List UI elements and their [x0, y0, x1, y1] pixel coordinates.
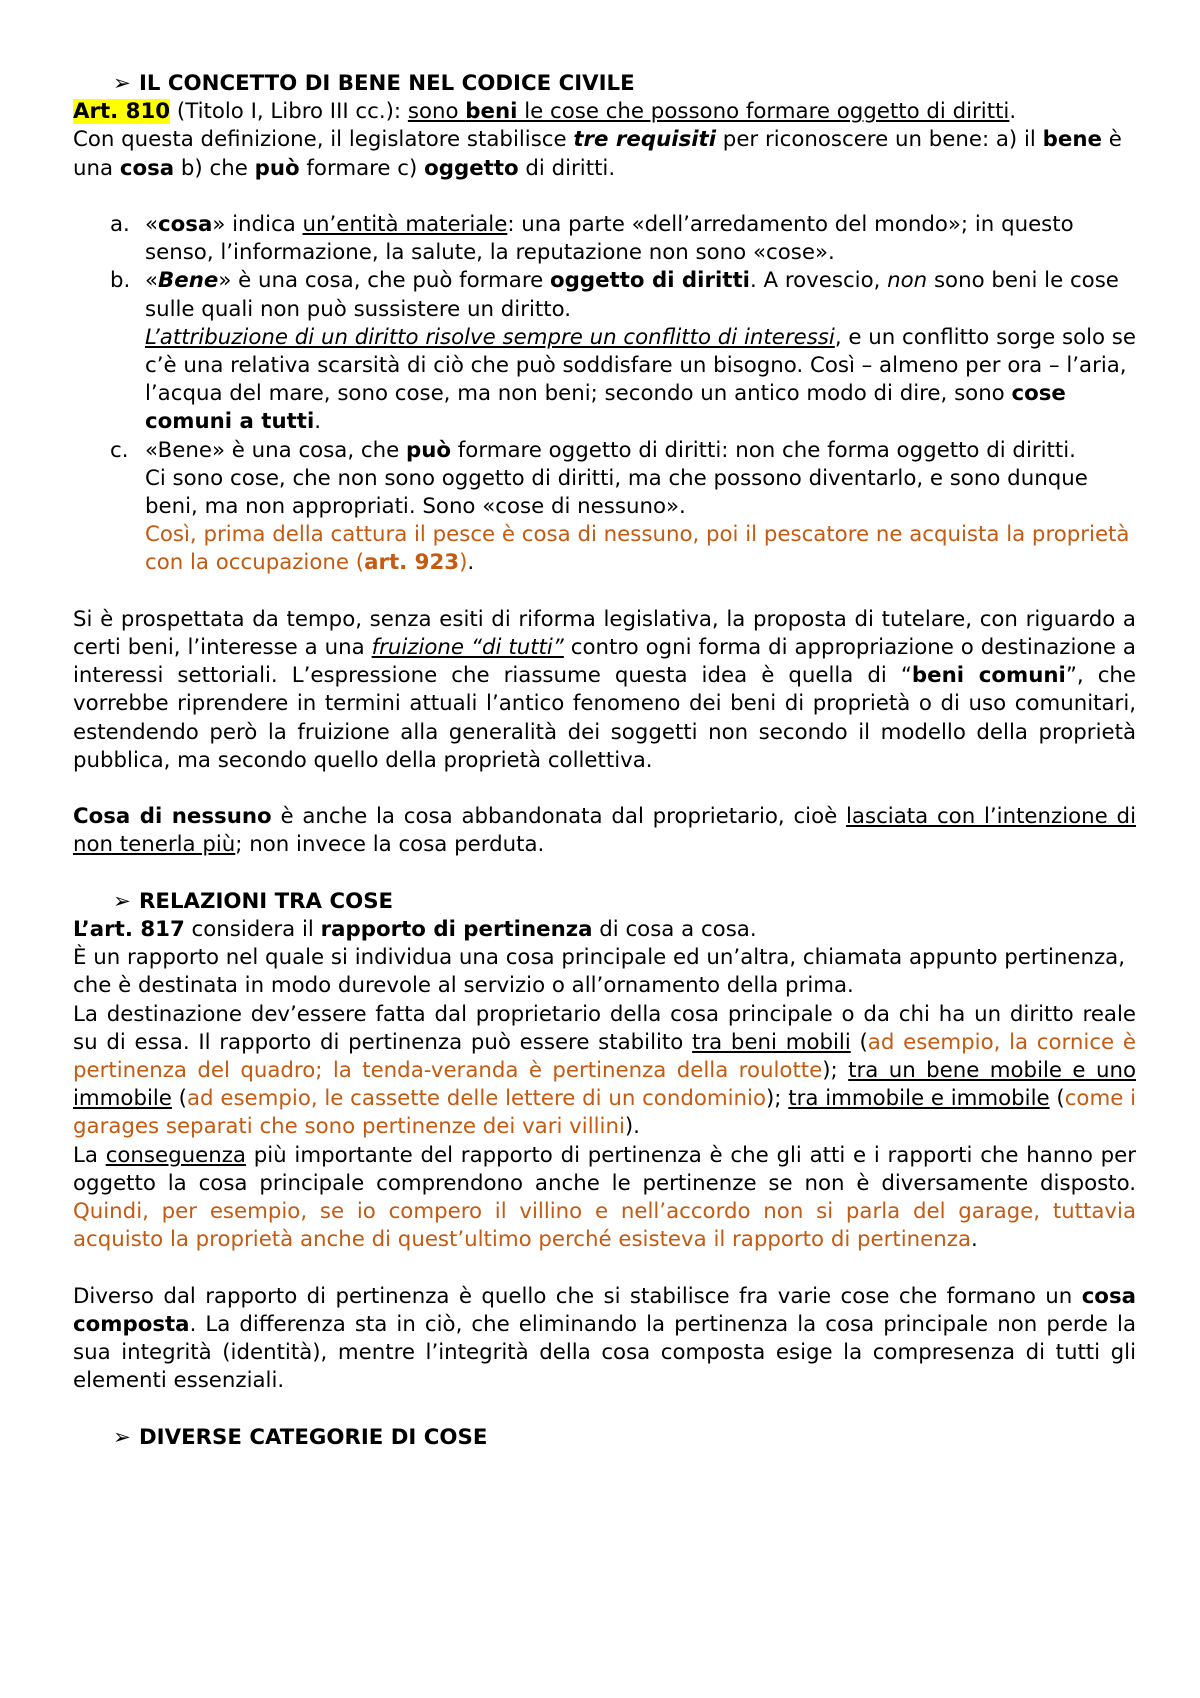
bold-text: cosa [158, 212, 213, 237]
underlined-text: conseguenza [105, 1142, 246, 1168]
text: . [467, 550, 475, 576]
list-item [73, 211, 1136, 267]
text: di cosa a cosa. [592, 917, 757, 943]
text: : una parte «dell’arredamento del mondo»; in questo senso, l’informazione, la salute, la reputazione non sono «cose». [145, 212, 1074, 266]
definition [408, 99, 1009, 124]
underlined-text: lasciata con l’intenzione di non tenerla più [73, 804, 1136, 858]
text: più importante del rapporto di pertinenza è che gli atti e i rapporti che hanno per oggetto la cosa principale comprendono anche le pertinenze se non è diversamente disposto. [73, 1142, 1136, 1196]
list-item [73, 267, 1136, 436]
bold-text: beni comuni [911, 663, 1066, 689]
section-heading [73, 888, 1136, 916]
paragraph [73, 1001, 1136, 1142]
bold-italic-text: tre requisiti [573, 127, 717, 153]
bold-text: può [405, 437, 452, 463]
example-text: come i garages separati che sono pertinenze dei vari villini [73, 1086, 1136, 1140]
text: La destinazione dev’essere fatta dal proprietario della cosa principale o da chi ha un diritto reale su di essa. Il rapporto di pertinenza può essere stabilito [73, 1001, 1136, 1055]
arrow-bullet-icon: ➢ [113, 888, 131, 914]
heading-text: RELAZIONI TRA COSE [139, 888, 394, 914]
text: ( [850, 1029, 868, 1055]
text: . [971, 1227, 978, 1253]
text: » è una cosa, che può formare [218, 268, 550, 294]
text: è anche la cosa abbandonata dal proprietario, cioè [271, 804, 847, 830]
text: le cose che possono formare oggetto di diritti [517, 99, 1010, 125]
example-text: Così, prima della cattura il pesce è cosa di nessuno, poi il pescatore ne acquista la proprietà con la occupazione ( [145, 522, 1130, 576]
list-marker: a. [110, 212, 130, 237]
text: è una [73, 127, 1122, 181]
paragraph [73, 803, 1136, 859]
text: considera il [184, 917, 321, 943]
text: Si è prospettata da tempo, senza esiti di riforma legislativa, la proposta di tutelare, con riguardo a certi beni, l’interesse a una [73, 606, 1136, 661]
paragraph: È un rapporto nel quale si individua una cosa principale ed un’altra, chiamata appunto pertinenza, che è destinata in modo durevole al servizio o all’ornamento della prima. [73, 945, 1125, 999]
article-ref: Art. 810 [73, 99, 171, 125]
text: , e un conflitto sorge solo se c’è una relativa scarsità di ciò che può soddisfare un bisogno. Così – almeno per ora – l’aria, l’acqua del mare, sono cose, ma non beni; secondo un antico modo di dire, sono [145, 324, 1137, 407]
underlined-text: tra beni mobili [692, 1029, 851, 1055]
bold-text: beni [465, 99, 518, 125]
paragraph [73, 606, 1136, 775]
text: (Titolo I, Libro III cc.): [170, 99, 408, 125]
underlined-text: tra immobile e immobile [788, 1086, 1050, 1112]
example-text: ad esempio, le cassette delle lettere di un condominio [187, 1086, 766, 1112]
paragraph [73, 1142, 1136, 1255]
text: ; non invece la cosa perduta. [235, 832, 545, 858]
example-article-ref: art. 923 [364, 550, 460, 576]
text: di diritti. [518, 155, 616, 181]
bold-text: può [254, 155, 300, 181]
bold-text: oggetto [424, 155, 519, 181]
bold-text: Cosa di nessuno [73, 804, 272, 830]
paragraph [73, 98, 1136, 126]
paragraph [73, 1283, 1136, 1396]
bold-text: oggetto di diritti [550, 268, 750, 294]
bold-text: bene [1042, 127, 1102, 153]
text: . A rovescio, [749, 268, 888, 294]
bold-text: cosa composta [73, 1283, 1136, 1337]
section-heading [73, 1424, 1136, 1452]
requirements-list [73, 211, 1136, 578]
text: Diverso dal rapporto di pertinenza è quello che si stabilisce fra varie cose che formano un [73, 1283, 1082, 1309]
text: formare oggetto di diritti: non che forma oggetto di diritti. [451, 437, 1076, 463]
arrow-bullet-icon: ➢ [113, 1424, 131, 1450]
bold-text: rapporto di pertinenza [320, 917, 593, 943]
text: . [1009, 99, 1017, 125]
text: . [314, 409, 322, 435]
text: formare c) [299, 155, 425, 181]
text: . La differenza sta in ciò, che eliminando la pertinenza la cosa principale non perde la sua integrità (identità), mentre l’integrità della cosa composta esige la compresenza di tutti gli elementi essenziali. [73, 1311, 1136, 1394]
text: ); [822, 1058, 849, 1084]
text: « [145, 268, 159, 294]
list-marker: c. [110, 437, 129, 463]
bold-text: L’art. 817 [73, 917, 185, 943]
arrow-bullet-icon: ➢ [113, 71, 131, 96]
paragraph [73, 916, 1136, 944]
example-text: Quindi, per esempio, se io compero il villino e nell’accordo non si parla del garage, tuttavia acquisto la proprietà anche di quest’ultimo perché esisteva il rapporto di pertinenza [73, 1199, 1136, 1253]
text: sono beni le cose sulle quali non può sussistere un diritto. [145, 268, 1119, 322]
underlined-text: tra un bene mobile e uno immobile [73, 1058, 1136, 1112]
paragraph [73, 126, 1136, 182]
text: Con questa definizione, il legislatore stabilisce [73, 127, 574, 153]
section-heading [73, 70, 1136, 98]
text: ). [624, 1114, 640, 1140]
text: b) che [174, 155, 255, 181]
text: « [145, 212, 159, 237]
italic-underlined-text: fruizione “di tutti” [371, 635, 564, 661]
heading-text: DIVERSE CATEGORIE DI COSE [139, 1424, 488, 1450]
underlined-text: un’entità materiale [302, 212, 508, 237]
text: «Bene» è una cosa, che [145, 437, 406, 463]
text: ( [1049, 1086, 1065, 1112]
list-marker: b. [110, 268, 131, 294]
text: ( [171, 1086, 187, 1112]
example-text: ) [459, 550, 468, 576]
bold-text: cose comuni a tutti [145, 381, 1066, 435]
italic-underlined-text: L’attribuzione di un diritto risolve sempre un conflitto di interessi [145, 324, 835, 350]
text: ”, che vorrebbe riprendere in termini attuali l’antico fenomeno dei beni di proprietà o di uso comunitari, estendendo però la fruizione alla generalità dei soggetti non secondo il modello della proprietà pubblica, ma secondo quello della proprietà collettiva. [73, 663, 1137, 773]
text: La [73, 1142, 106, 1168]
text: Ci sono cose, che non sono oggetto di diritti, ma che possono diventarlo, e sono dunque beni, ma non appropriati. Sono «cose di nessuno». [145, 465, 1088, 520]
italic-text: non [887, 268, 928, 294]
example-text: ad esempio, la cornice è pertinenza del quadro; la tenda-veranda è pertinenza della roulotte [73, 1029, 1136, 1084]
bold-text: cosa [119, 155, 175, 181]
text: per riconoscere un bene: a) il [716, 127, 1043, 153]
text: » indica [212, 212, 303, 237]
text: contro ogni forma di appropriazione o destinazione a interessi settoriali. L’espressione che riassume questa idea è quella di “ [73, 635, 1136, 689]
text: ); [766, 1086, 789, 1112]
heading-text: IL CONCETTO DI BENE NEL CODICE CIVILE [139, 71, 635, 96]
text: sono [407, 99, 466, 125]
bold-italic-text: Bene [158, 268, 219, 294]
list-item [73, 437, 1136, 578]
